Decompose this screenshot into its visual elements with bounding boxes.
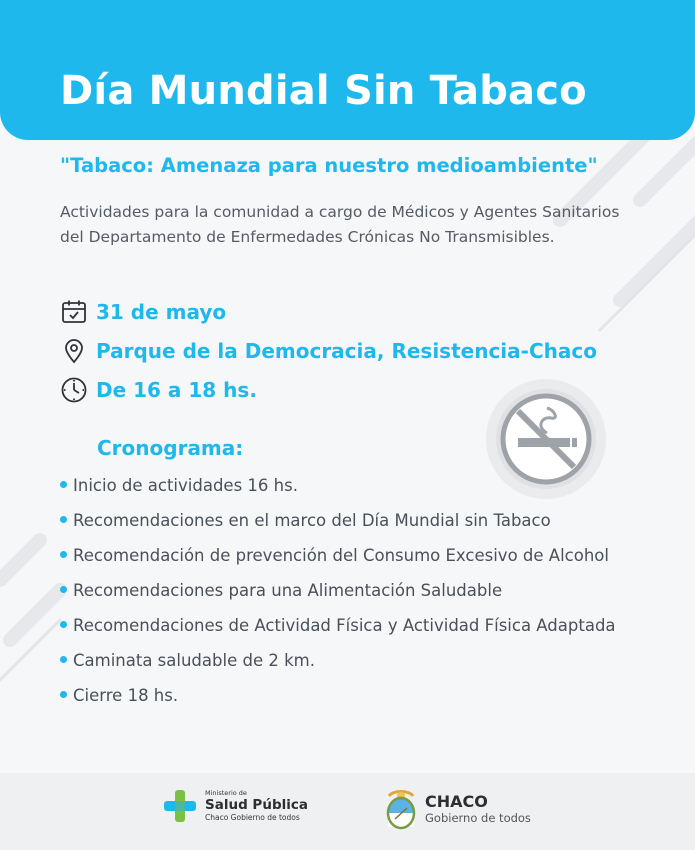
- info-place: [60, 336, 597, 366]
- bullet-icon: [60, 516, 67, 523]
- event-time: De 16 a 18 hs.: [96, 378, 257, 402]
- list-item: Inicio de actividades 16 hs.: [60, 474, 650, 498]
- list-item: Recomendaciones de Actividad Física y Actividad Física Adaptada: [60, 614, 650, 638]
- bullet-icon: [60, 621, 67, 628]
- salud-publica-logo: [163, 789, 308, 823]
- bullet-icon: [60, 691, 67, 698]
- event-place: Parque de la Democracia, Resistencia-Chaco: [96, 339, 597, 363]
- list-item: Caminata saludable de 2 km.: [60, 649, 650, 673]
- salud-line1: Ministerio de: [205, 789, 247, 797]
- event-date: 31 de mayo: [96, 300, 227, 324]
- list-item: Cierre 18 hs.: [60, 684, 650, 708]
- location-pin-icon: [60, 337, 88, 365]
- salud-line3: Chaco Gobierno de todos: [205, 813, 300, 822]
- info-time: [60, 375, 257, 405]
- description: Actividades para la comunidad a cargo de Médicos y Agentes Sanitarios del Departamento de Enfermedades Crónicas No Transmisibles.: [60, 203, 620, 246]
- footer: [0, 773, 695, 850]
- bullet-icon: [60, 656, 67, 663]
- list-item: Recomendaciones para una Alimentación Saludable: [60, 579, 650, 603]
- header-banner: [0, 0, 695, 140]
- list-item: Recomendación de prevención del Consumo Excesivo de Alcohol: [60, 544, 650, 568]
- bullet-icon: [60, 551, 67, 558]
- salud-line2: Salud Pública: [205, 797, 308, 813]
- bullet-icon: [60, 481, 67, 488]
- bullet-icon: [60, 586, 67, 593]
- health-cross-icon: [163, 789, 197, 823]
- schedule-list: [60, 474, 650, 708]
- chaco-logo: [383, 786, 531, 832]
- chaco-line2: Gobierno de todos: [425, 811, 531, 825]
- subtitle: "Tabaco: Amenaza para nuestro medioambiente": [60, 154, 598, 177]
- chaco-line1: CHACO: [425, 792, 488, 811]
- schedule-title: Cronograma:: [97, 436, 244, 460]
- list-item: Recomendaciones en el marco del Día Mundial sin Tabaco: [60, 509, 650, 533]
- province-seal-icon: [383, 786, 419, 832]
- page-title: Día Mundial Sin Tabaco: [60, 68, 587, 114]
- clock-icon: [60, 376, 88, 404]
- calendar-icon: [60, 298, 88, 326]
- info-date: [60, 297, 226, 327]
